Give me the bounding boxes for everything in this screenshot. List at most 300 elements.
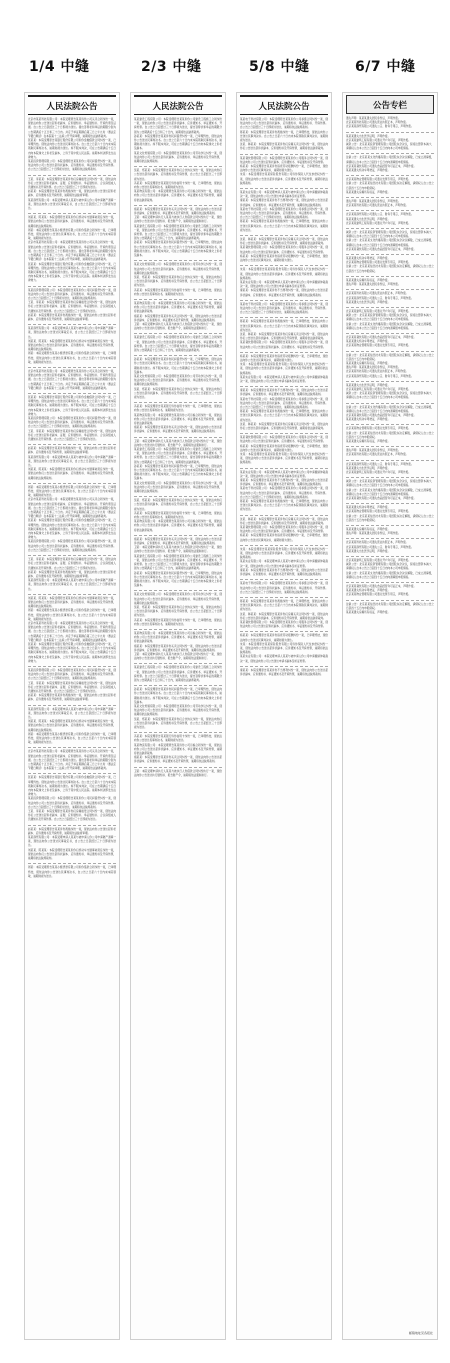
notice-paragraph: 蒋某某：本院受理原告某某诉你离婚纠纷一案，已审理终结，现依法向你公告送达民事判决书。自公告之日起六十日内来本院领取民事判决书，逾期则视为送达。 (240, 500, 328, 512)
notice-paragraph: 某某投资管理有限公司：本院受理原告某某诉你公司民间借贷纠纷一案，现依法向你公司公告送达起诉状副本、应诉通知书、举证通知书及开庭传票。自公告之日起经过三十日即视为送达，逾期将依法缺席裁判。 (28, 668, 116, 681)
divider (346, 556, 434, 557)
notice-paragraph: 某某某遗失机动车驾驶证，声明作废。 (346, 506, 391, 510)
notice-paragraph: 王某、李某某：本院受理原告某某诉你们房屋租赁合同纠纷一案，现依法向你们公告送达起诉状副本、证据、应诉通知书、举证通知书、合议庭组成人员通知书及开庭传票。自公告之日起经过三十日即视为送达。 (28, 810, 116, 822)
notice-body (237, 118, 331, 677)
notice-paragraph: 杨某某：本院受理原告某某诉你追索劳动报酬纠纷一案，已审理终结，现依法向你公告送达民事判决书，逾期则视为送达。 (240, 354, 328, 362)
notice-paragraph: 某某实业有限公司：本院受理申请人某某与被申请人你公司申请撤销仲裁裁决一案，现依法向你公司公告送达申请书副本及听证传票。 (240, 280, 328, 289)
notice-paragraph: 孙某某：本院受理原告某某诉你民间借贷纠纷一案，已审理终结，现依法向你公告送达民事判决书。自公告之日起六十日内来本院领取民事判决书，逾期则视为送达。如不服本判决，可在公告期满后十五日内向本院递交上诉状及副本。 (134, 464, 222, 481)
column-label-2-3: 2/3 中缝 (141, 59, 202, 75)
notice-paragraph: 某某文化传媒有限公司：本院受理原告某某诉你公司劳动争议纠纷一案，现依法向你公司公告送达起诉状副本、应诉通知书、举证通知书及开庭传票，逾期将依法缺席裁判。 (134, 263, 222, 275)
notice-paragraph: 某某餐饮管理有限公司：本院受理原告某某诉你公司服务合同纠纷一案，现依法向你公司公告送达起诉状副本、应诉通知书、举证通知书及开庭传票。 (240, 246, 328, 254)
notice-paragraph: 卫某：本院受理申请执行人某某与被执行人你借款合同纠纷执行一案，现依法向你公告送达执行通知书、报告财产令，逾期将依法强制执行。 (134, 546, 222, 554)
notice-paragraph: 某某某遗失机动车驾驶证，声明作废。 (346, 169, 391, 173)
notice-paragraph: 注销公告：北京某某信息技术有限公司经股东决定解散，请债权人自公告之日起四十五日内申报债权。 (346, 182, 434, 190)
notice-paragraph: 某某物流有限公司：本院受理原告某某诉你公司运输合同纠纷一案，现依法向你公司公告送达起诉状副本、应诉通知书、举证通知书及开庭传票，逾期将依法缺席裁判。 (134, 743, 222, 756)
notice-paragraph: 卫某：本院受理申请执行人某某与被执行人你借款合同纠纷执行一案，现依法向你公告送达执行通知书、报告财产令，逾期将依法强制执行。 (134, 322, 222, 331)
notice-paragraph: 注销公告：北京某某文化传播有限公司经股东会决议解散，已成立清算组，请债权人自本公告之日起四十五日内向清算组申报债权。 (346, 571, 434, 579)
notice-paragraph: 吴某、郑某某：本院受理原告某某诉你们合伙协议纠纷一案，现依法向你们公告送达起诉状副本、应诉通知书及开庭传票，自公告之日起经过三十日即视为送达。 (134, 169, 222, 181)
column-label-6-7: 6/7 中缝 (355, 59, 416, 75)
strip-title: 人民法院公告 (28, 95, 116, 115)
notice-paragraph: 北京某某科技有限公司遗失营业执照正本，声明作废。 (346, 453, 409, 457)
notice-paragraph: 冯某某：本院受理原告某某银行诉你信用卡纠纷一案，已审理终结，现依法向你公告送达民事判决书，逾期则视为送达。 (134, 735, 222, 743)
divider (134, 732, 222, 733)
notice-paragraph: 北京某某物业管理有限公司遗失发票专用章，声明作废。 (346, 178, 411, 182)
notice-paragraph: 某某某遗失机动车驾驶证，声明作废。 (346, 257, 391, 261)
divider (134, 663, 222, 664)
notice-paragraph: 吴某、郑某某：本院受理原告某某诉你们合伙协议纠纷一案，现依法向你们公告送达起诉状副本、应诉通知书及开庭传票，自公告之日起经过三十日即视为送达。 (134, 717, 222, 729)
notice-paragraph: 北京某某商贸有限公司遗失公章、财务专用章，声明作废。 (346, 125, 414, 129)
notice-paragraph: 朱某：本院受理原告某某保险股份有限公司诉你保险人代位求偿权纠纷一案，现依法向你公告送达起诉状副本、应诉通知书及开庭传票，逾期将依法缺席裁判。 (240, 642, 328, 655)
notice-paragraph: 某某实业有限公司：本院受理申请人某某与被申请人你公司申请撤销仲裁裁决一案，现依法向你公司公告送达申请书副本及听证传票。 (240, 560, 328, 568)
column-label-5-8: 5/8 中缝 (249, 59, 310, 75)
divider (346, 600, 434, 601)
notice-paragraph: 赵某某：本院受理原告某某诉你离婚纠纷一案，现依法向你公告送达起诉状副本、应诉通知书及开庭传票，逾期将依法缺席审理。 (28, 190, 116, 198)
notice-paragraph: 北京某某餐饮有限公司遗失食品经营许可证正本，声明作废。 (346, 335, 417, 339)
notice-paragraph: 减资公告：北京某某投资管理有限公司经股东会决议，拟将注册资本减少，请债权人自本公告之日起四十五日内向本公司申报债权。 (346, 143, 434, 151)
notice-paragraph: 周某：本院受理原告某某小额贷款有限公司诉你借款合同纠纷一案，已审理终结，现依法向你公告送达民事判决书，自公告之日起六十日内来本院领取，逾期则视为送达。 (28, 732, 116, 745)
notice-paragraph: 减资公告：北京某某投资管理有限公司经股东会决议，拟将注册资本减少，请债权人自本公告之日起四十五日内向本公司申报债权。 (346, 314, 434, 322)
notice-paragraph: 周某：本院受理原告某某小额贷款有限公司诉你借款合同纠纷一案，已审理终结，现依法向你公告送达民事判决书，自公告之日起六十日内来本院领取，逾期则视为送达。 (28, 485, 116, 498)
divider (346, 307, 434, 308)
notice-paragraph: 王某、李某某：本院受理原告某某诉你们房屋租赁合同纠纷一案，现依法向你们公告送达起诉状副本、证据、应诉通知书、举证通知书、合议庭组成人员通知书及开庭传票。自公告之日起经过三十日即视为送达。 (28, 429, 116, 442)
divider (134, 299, 222, 300)
notice-paragraph: 某某某遗失房屋所有权证，声明作废。 (346, 361, 391, 365)
notice-paragraph: 沈某、韩某某：本院受理原告某某诉你们房屋买卖合同纠纷一案，现依法向你们公告送达起诉状副本、应诉通知书及开庭传票，逾期将依法缺席裁判。 (240, 517, 328, 525)
notice-paragraph: 遗失声明：某某某遗失居民身份证，声明作废。 (346, 532, 401, 536)
notice-paragraph: 北京某某物业管理有限公司遗失发票专用章，声明作废。 (346, 261, 411, 265)
notice-paragraph: 某某商贸有限公司：本院受理申请人某某与被申请人你公司申请破产清算一案，现依法向你公告送达民事裁定书，自公告之日起经过三十日即视为送达。 (28, 327, 116, 339)
notice-paragraph: 沈某、韩某某：本院受理原告某某诉你们房屋买卖合同纠纷一案，现依法向你们公告送达起诉状副本、应诉通知书及开庭传票，逾期将依法缺席裁判。 (240, 238, 328, 246)
divider (346, 477, 434, 478)
notice-paragraph: 某某投资管理有限公司：本院受理原告某某诉你公司民间借贷纠纷一案，现依法向你公司公告送达起诉状副本、应诉通知书、举证通知书及开庭传票。自公告之日起经过三十日即视为送达，逾期将依法缺席裁判。 (28, 160, 116, 172)
notice-paragraph: 注销公告：北京某某文化传播有限公司经股东会决议解散，已成立清算组，请债权人自本公告之日起四十五日内向清算组申报债权。 (346, 156, 434, 164)
divider (28, 393, 116, 394)
notice-paragraph: 冯某某：本院受理原告某某银行诉你信用卡纠纷一案，已审理终结，现依法向你公告送达民事判决书，逾期则视为送达。 (134, 288, 222, 296)
notice-paragraph: 王某、李某某：本院受理原告某某诉你们房屋租赁合同纠纷一案，现依法向你们公告送达起诉状副本、证据、应诉通知书、举证通知书、合议庭组成人员通知书及开庭传票。自公告之日起经过三十日即视为送达。 (28, 177, 116, 190)
divider (28, 705, 116, 706)
divider (28, 773, 116, 774)
notice-paragraph: 冯某某：本院受理原告某某银行诉你信用卡纠纷一案，已审理终结，现依法向你公告送达民事判决书，逾期则视为送达。 (134, 405, 222, 413)
notice-paragraph: 遗失声明：某某某遗失居民身份证，声明作废。 (346, 200, 401, 204)
notice-paragraph: 朱某：本院受理原告某某保险股份有限公司诉你保险人代位求偿权纠纷一案，现依法向你公告送达起诉状副本、应诉通知书及开庭传票，逾期将依法缺席裁判。 (240, 173, 328, 185)
notice-body (343, 117, 437, 615)
notice-paragraph: 某某物流有限公司：本院受理原告某某诉你公司运输合同纠纷一案，现依法向你公司公告送达起诉状副本、应诉通知书、举证通知书及开庭传票，逾期将依法缺席裁判。 (134, 413, 222, 425)
divider (240, 265, 328, 266)
notice-paragraph: 吴某、郑某某：本院受理原告某某诉你们合伙协议纠纷一案，现依法向你们公告送达起诉状副本、应诉通知书及开庭传票，自公告之日起经过三十日即视为送达。 (134, 275, 222, 288)
notice-paragraph: 某某电子科技有限公司：本院受理原告某某诉你公司承揽合同纠纷一案，现依法向你公司公告送达起诉状副本、应诉通知书、举证通知书、开庭传票。自公告之日起经过三十日即视为送达，逾期将依法缺席裁判。 (240, 118, 328, 130)
notice-paragraph: 褚某某：本院受理原告某某诉你买卖合同纠纷一案，现依法向你公告送达起诉状副本、应诉通知书、举证通知书及开庭传票，逾期将依法缺席裁判。 (134, 314, 222, 322)
divider (346, 582, 434, 583)
notice-paragraph: 某某文化传媒有限公司：本院受理原告某某诉你公司劳动争议纠纷一案，现依法向你公司公告送达起诉状副本、应诉通知书、举证通知书及开庭传票，逾期将依法缺席裁判。 (134, 481, 222, 494)
notice-paragraph: 某某实业有限公司：本院受理申请人某某与被申请人你公司申请撤销仲裁裁决一案，现依法向你公司公告送达申请书副本及听证传票。 (240, 470, 328, 478)
notice-paragraph: 冯某某：本院受理原告某某银行诉你信用卡纠纷一案，已审理终结，现依法向你公告送达民事判决书，逾期则视为送达。 (134, 511, 222, 520)
notice-paragraph: 北京某某科技有限公司遗失营业执照正本，声明作废。 (346, 292, 409, 296)
divider (240, 154, 328, 155)
notice-paragraph: 褚某某：本院受理原告某某诉你买卖合同纠纷一案，现依法向你公告送达起诉状副本、应诉通知书、举证通知书及开庭传票，逾期将依法缺席裁判。 (134, 207, 222, 216)
divider (240, 515, 328, 516)
notice-paragraph: 北京某某科技有限公司遗失营业执照正本，声明作废。 (346, 541, 409, 545)
notice-paragraph: 某某投资管理有限公司：本院受理原告某某诉你公司民间借贷纠纷一案，现依法向你公司公告送达起诉状副本、应诉通知书、举证通知书及开庭传票。自公告之日起经过三十日即视为送达，逾期将依法缺席裁判。 (28, 288, 116, 300)
notice-paragraph: 某某电子科技有限公司：本院受理原告某某诉你公司承揽合同纠纷一案，现依法向你公司公告送达起诉状副本、应诉通知书、举证通知书、开庭传票。自公告之日起经过三十日即视为送达，逾期将依法缺席裁判。 (240, 487, 328, 499)
notice-paragraph: 秦某某：本院受理原告某某诉你不当得利纠纷一案，现依法向你公告送达起诉状副本、应诉通知书、举证通知书及开庭传票，逾期将依法缺席裁判。 (240, 568, 328, 577)
divider (346, 254, 434, 255)
divider (240, 235, 328, 236)
notice-paragraph: 张某某：本院受理原告某银行股份有限公司诉你金融借款合同纠纷一案，已审理终结。现依法向你公告送达民事判决书。自公告之日起六十日内来本院领取民事判决书，逾期则视为送达。如不服本判决，可在公告期满后十五日内向本院递交上诉状及副本，上诉于某中级人民法院。逾期本判决即发生法律效力。 (28, 642, 116, 663)
divider (240, 386, 328, 387)
notice-paragraph: 刘某某、陈某某：本院受理原告某某诉你们机动车交通事故责任纠纷一案，现依法向你们公告送达起诉状副本、应诉通知书、举证通知书及开庭传票，逾期将依法缺席裁判。 (28, 720, 116, 732)
notice-paragraph: 杨某某：本院受理原告某某诉你追索劳动报酬纠纷一案，已审理终结，现依法向你公告送达民事判决书，逾期则视为送达。 (240, 165, 328, 173)
notice-paragraph: 刘某某、陈某某：本院受理原告某某诉你们机动车交通事故责任纠纷一案，现依法向你们公告送达起诉状副本、应诉通知书、举证通知书及开庭传票，逾期将依法缺席裁判。 (28, 339, 116, 352)
divider (240, 579, 328, 580)
notice-paragraph: 刘某某、陈某某：本院受理原告某某诉你们机动车交通事故责任纠纷一案，现依法向你们公告送达起诉状副本、应诉通知书、举证通知书及开庭传票，逾期将依法缺席裁判。 (28, 596, 116, 609)
notice-paragraph: 某某某遗失机动车驾驶证，声明作废。 (346, 418, 391, 422)
notice-paragraph: 遗失声明：某某某遗失居民身份证，声明作废。 (346, 117, 401, 120)
divider (28, 444, 116, 445)
notice-paragraph: 北京某某餐饮有限公司遗失食品经营许可证正本，声明作废。 (346, 497, 417, 501)
notice-paragraph: 遗失声明：某某某遗失居民身份证，声明作废。 (346, 366, 401, 370)
notice-paragraph: 北京某某物业管理有限公司遗失发票专用章，声明作废。 (346, 427, 411, 431)
notice-paragraph: 北京某某餐饮有限公司遗失食品经营许可证正本，声明作废。 (346, 413, 417, 417)
divider (28, 747, 116, 748)
notice-paragraph: 北京某某建筑工程有限公司遗失开户许可证，声明作废。 (346, 309, 411, 313)
divider (240, 317, 328, 318)
notice-paragraph: 北京市某某科技有限公司：本院受理原告某某诉你公司买卖合同纠纷一案，现依法向你公告送达起诉状副本、应诉通知书、举证通知书、开庭传票及证据。自公告之日起经过三十日即视为送达。提出答辩状和举证的期限分别为公告期满后十五日和三十日内。并定于举证期满后第三日上午九时（遇法定节假日顺延）在本院第十二法庭公开开庭审理，逾期将依法缺席裁判。 (28, 750, 116, 771)
divider (134, 205, 222, 206)
divider (28, 175, 116, 176)
notice-paragraph: 朱某：本院受理原告某某保险股份有限公司诉你保险人代位求偿权纠纷一案，现依法向你公告送达起诉状副本、应诉通知书及开庭传票，逾期将依法缺席裁判。 (240, 268, 328, 280)
notice-paragraph: 蒋某某：本院受理原告某某诉你离婚纠纷一案，已审理终结，现依法向你公告送达民事判决书。自公告之日起六十日内来本院领取民事判决书，逾期则视为送达。 (240, 320, 328, 332)
notice-paragraph: 周某：本院受理原告某某小额贷款有限公司诉你借款合同纠纷一案，已审理终结，现依法向你公告送达民事判决书，自公告之日起六十日内来本院领取，逾期则视为送达。 (28, 352, 116, 364)
notice-paragraph: 北京某某科技有限公司遗失营业执照正本，声明作废。 (346, 121, 409, 125)
notice-paragraph: 某某实业有限公司：本院受理申请人某某与被申请人你公司申请撤销仲裁裁决一案，现依法向你公司公告送达申请书副本及听证传票。 (240, 375, 328, 383)
divider (346, 525, 434, 526)
notice-paragraph: 冯某某：本院受理原告某某银行诉你信用卡纠纷一案，已审理终结，现依法向你公告送达民事判决书，逾期则视为送达。 (134, 181, 222, 190)
divider (134, 166, 222, 167)
notice-paragraph: 杨某某：本院受理原告某某诉你追索劳动报酬纠纷一案，已审理终结，现依法向你公告送达民事判决书，逾期则视为送达。 (240, 534, 328, 542)
notice-paragraph: 某某电子科技有限公司：本院受理原告某某诉你公司承揽合同纠纷一案，现依法向你公司公告送达起诉状副本、应诉通知书、举证通知书、开庭传票。自公告之日起经过三十日即视为送达，逾期将依法缺席裁判。 (240, 397, 328, 409)
divider (28, 213, 116, 214)
divider (134, 535, 222, 536)
notice-paragraph: 北京某某商贸有限公司遗失公章、财务专用章，声明作废。 (346, 296, 414, 300)
notice-paragraph: 某某某遗失出生医学证明，声明作废。 (346, 217, 391, 221)
notice-paragraph: 某某某遗失房屋所有权证，声明作废。 (346, 611, 391, 615)
divider (346, 210, 434, 211)
notice-paragraph: 孙某某：本院受理原告某某诉你民间借贷纠纷一案，已审理终结，现依法向你公告送达民事判决书。自公告之日起六十日内来本院领取民事判决书，逾期则视为送达。如不服本判决，可在公告期满后十五日内向本院递交上诉状及副本。 (134, 241, 222, 258)
notice-paragraph: 赵某某：本院受理原告某某诉你离婚纠纷一案，现依法向你公告送达起诉状副本、应诉通知书及开庭传票，逾期将依法缺席审理。 (28, 694, 116, 702)
notice-paragraph: 蒋某某：本院受理原告某某诉你离婚纠纷一案，已审理终结，现依法向你公告送达民事判决书。自公告之日起六十日内来本院领取民事判决书，逾期则视为送达。 (240, 220, 328, 232)
notice-paragraph: 秦某某：本院受理原告某某诉你不当得利纠纷一案，现依法向你公告送达起诉状副本、应诉通知书、举证通知书及开庭传票，逾期将依法缺席裁判。 (240, 389, 328, 397)
divider (346, 503, 434, 504)
notice-paragraph: 北京某某物业管理有限公司遗失发票专用章，声明作废。 (346, 344, 411, 348)
notice-paragraph: 某某物流有限公司：本院受理原告某某诉你公司运输合同纠纷一案，现依法向你公司公告送达起诉状副本、应诉通知书、举证通知书及开庭传票，逾期将依法缺席裁判。 (134, 190, 222, 202)
notice-paragraph: 某某商贸有限公司：本院受理申请人某某与被申请人你公司申请破产清算一案，现依法向你公告送达民事裁定书，自公告之日起经过三十日即视为送达。 (28, 455, 116, 468)
divider (28, 666, 116, 667)
notice-paragraph: 北京市某某科技有限公司：本院受理原告某某诉你公司买卖合同纠纷一案，现依法向你公告送达起诉状副本、应诉通知书、举证通知书、开庭传票及证据。自公告之日起经过三十日即视为送达。提出答辩状和举证的期限分别为公告期满后十五日和三十日内。并定于举证期满后第三日上午九时（遇法定节假日顺延）在本院第十二法庭公开开庭审理，逾期将依法缺席裁判。 (28, 621, 116, 642)
notice-paragraph: 某某餐饮管理有限公司：本院受理原告某某诉你公司服务合同纠纷一案，现依法向你公司公告送达起诉状副本、应诉通知书、举证通知书及开庭传票。 (240, 436, 328, 444)
notice-paragraph: 某某某遗失房屋所有权证，声明作废。 (346, 528, 391, 532)
notice-paragraph: 某某建设工程有限公司：本院受理原告某某诉你公司建设工程施工合同纠纷一案，现依法向你公司公告送达起诉状副本、应诉通知书、举证通知书、开庭传票。自公告之日起经过三十日即视为送达，提出答辩状和举证的期限分别为公告期满后十五日和三十日内，逾期将依法缺席裁判。 (134, 666, 222, 682)
notice-paragraph: 张某某：本院受理原告某银行股份有限公司诉你金融借款合同纠纷一案，已审理终结。现依法向你公告送达民事判决书。自公告之日起六十日内来本院领取民事判决书，逾期则视为送达。如不服本判决，可在公告期满后十五日内向本院递交上诉状及副本，上诉于某中级人民法院。逾期本判决即发生法律效力。 (28, 262, 116, 283)
notice-paragraph: 张某某：本院受理原告某银行股份有限公司诉你金融借款合同纠纷一案，已审理终结。现依法向你公告送达民事判决书。自公告之日起六十日内来本院领取民事判决书，逾期则视为送达。如不服本判决，可在公告期满后十五日内向本院递交上诉状及副本，上诉于某中级人民法院。逾期本判决即发生法律效力。 (28, 395, 116, 416)
divider (240, 666, 328, 667)
notice-paragraph: 某某文化传媒有限公司：本院受理原告某某诉你公司劳动争议纠纷一案，现依法向你公司公告送达起诉状副本、应诉通知书、举证通知书及开庭传票，逾期将依法缺席裁判。 (134, 704, 222, 717)
notice-paragraph: 吴某、郑某某：本院受理原告某某诉你们合伙协议纠纷一案，现依法向你们公告送达起诉状副本、应诉通知书及开庭传票，自公告之日起经过三十日即视为送达。 (134, 387, 222, 399)
divider (28, 555, 116, 556)
notice-paragraph: 刘某某、陈某某：本院受理原告某某诉你们机动车交通事故责任纠纷一案，现依法向你们公告送达起诉状副本、应诉通知书、举证通知书及开庭传票，逾期将依法缺席裁判。 (28, 216, 116, 228)
notice-paragraph: 北京某某餐饮有限公司遗失食品经营许可证正本，声明作废。 (346, 164, 417, 168)
notice-paragraph: 某某建设工程有限公司：本院受理原告某某诉你公司建设工程施工合同纠纷一案，现依法向你公司公告送达起诉状副本、应诉通知书、举证通知书、开庭传票。自公告之日起经过三十日即视为送达，提出答辩状和举证的期限分别为公告期满后十五日和三十日内，逾期将依法缺席裁判。 (134, 118, 222, 134)
divider (240, 300, 328, 301)
divider (240, 352, 328, 353)
notice-paragraph: 注销公告：北京某某信息技术有限公司经股东决定解散，请债权人自公告之日起四十五日内申报债权。 (346, 431, 434, 439)
notice-paragraph: 北京市某某科技有限公司：本院受理原告某某诉你公司买卖合同纠纷一案，现依法向你公告送达起诉状副本、应诉通知书、举证通知书、开庭传票及证据。自公告之日起经过三十日即视为送达。提出答辩状和举证的期限分别为公告期满后十五日和三十日内。并定于举证期满后第三日上午九时（遇法定节假日顺延）在本院第十二法庭公开开庭审理，逾期将依法缺席裁判。 (28, 118, 116, 138)
notice-paragraph: 某某实业有限公司：本院受理申请人某某与被申请人你公司申请撤销仲裁裁决一案，现依法向你公司公告送达申请书副本及听证传票。 (240, 655, 328, 663)
notice-paragraph: 蒋某某：本院受理原告某某诉你离婚纠纷一案，已审理终结，现依法向你公告送达民事判决书。自公告之日起六十日内来本院领取民事判决书，逾期则视为送达。 (240, 130, 328, 143)
notice-paragraph: 某某投资管理有限公司：本院受理原告某某诉你公司民间借贷纠纷一案，现依法向你公司公告送达起诉状副本、应诉通知书、举证通知书及开庭传票。自公告之日起经过三十日即视为送达，逾期将依法缺席裁判。 (28, 417, 116, 429)
notice-paragraph: 周某：本院受理原告某某小额贷款有限公司诉你借款合同纠纷一案，已审理终结，现依法向你公告送达民事判决书，自公告之日起六十日内来本院领取，逾期则视为送达。 (28, 228, 116, 241)
strip-title: 人民法院公告 (134, 95, 222, 115)
notice-paragraph: 刘某某、陈某某：本院受理原告某某诉你们机动车交通事故责任纠纷一案，现依法向你们公告送达起诉状副本、应诉通知书、举证通知书及开庭传票，逾期将依法缺席裁判。 (28, 848, 116, 861)
divider (28, 367, 116, 368)
notice-paragraph: 北京某某科技有限公司遗失营业执照正本，声明作废。 (346, 204, 409, 208)
notice-paragraph: 注销公告：北京某某文化传播有限公司经股东会决议解散，已成立清算组，请债权人自本公告之日起四十五日内向清算组申报债权。 (346, 239, 434, 247)
notice-paragraph: 周某：本院受理原告某某小额贷款有限公司诉你借款合同纠纷一案，已审理终结，现依法向你公告送达民事判决书，自公告之日起六十日内来本院领取，逾期则视为送达。 (28, 609, 116, 621)
notice-paragraph: 张某某：本院受理原告某银行股份有限公司诉你金融借款合同纠纷一案，已审理终结。现依法向你公告送达民事判决书。自公告之日起六十日内来本院领取民事判决书，逾期则视为送达。如不服本判决，可在公告期满后十五日内向本院递交上诉状及副本，上诉于某中级人民法院。逾期本判决即发生法律效力。 (28, 776, 116, 797)
notice-paragraph: 某某建设工程有限公司：本院受理原告某某诉你公司建设工程施工合同纠纷一案，现依法向你公司公告送达起诉状副本、应诉通知书、举证通知书、开庭传票。自公告之日起经过三十日即视为送达，提出答辩状和举证的期限分别为公告期满后十五日和三十日内，逾期将依法缺席裁判。 (134, 448, 222, 464)
divider (346, 228, 434, 229)
divider (134, 685, 222, 686)
notice-paragraph: 朱某：本院受理原告某某保险股份有限公司诉你保险人代位求偿权纠纷一案，现依法向你公告送达起诉状副本、应诉通知书及开庭传票，逾期将依法缺席裁判。 (240, 453, 328, 465)
notice-paragraph: 某某商贸有限公司：本院受理申请人某某与被申请人你公司申请破产清算一案，现依法向你公告送达民事裁定书，自公告之日起经过三十日即视为送达。 (28, 579, 116, 591)
notice-paragraph: 褚某某：本院受理原告某某诉你买卖合同纠纷一案，现依法向你公告送达起诉状副本、应诉通知书、举证通知书及开庭传票，逾期将依法缺席裁判。 (134, 756, 222, 764)
notice-paragraph: 孙某某：本院受理原告某某诉你民间借贷纠纷一案，已审理终结，现依法向你公告送达民事判决书。自公告之日起六十日内来本院领取民事判决书，逾期则视为送达。如不服本判决，可在公告期满后十五日内向本院递交上诉状及副本。 (134, 688, 222, 704)
divider (28, 863, 116, 864)
notice-paragraph: 吴某、郑某某：本院受理原告某某诉你们合伙协议纠纷一案，现依法向你们公告送达起诉状副本、应诉通知书及开庭传票，自公告之日起经过三十日即视为送达。 (134, 605, 222, 618)
divider (28, 594, 116, 595)
notice-body (131, 118, 225, 778)
column-label-1-4: 1/4 中缝 (29, 59, 90, 75)
notice-paragraph: 卫某：本院受理申请执行人某某与被执行人你借款合同纠纷执行一案，现依法向你公告送达执行通知书、报告财产令，逾期将依法强制执行。 (134, 769, 222, 777)
divider (134, 355, 222, 356)
notice-paragraph: 北京某某物业管理有限公司遗失发票专用章，声明作废。 (346, 510, 411, 514)
notice-paragraph: 某某餐饮管理有限公司：本院受理原告某某诉你公司服务合同纠纷一案，现依法向你公司公告送达起诉状副本、应诉通知书、举证通知书及开庭传票。 (240, 526, 328, 534)
notice-paragraph: 某某商贸有限公司：本院受理申请人某某与被申请人你公司申请破产清算一案，现依法向你公告送达民事裁定书，自公告之日起经过三十日即视为送达。 (28, 198, 116, 211)
divider (134, 629, 222, 630)
divider (28, 286, 116, 287)
notice-paragraph: 秦某某：本院受理原告某某诉你不当得利纠纷一案，现依法向你公告送达起诉状副本、应诉通知书、举证通知书及开庭传票，逾期将依法缺席裁判。 (240, 668, 328, 676)
notice-paragraph: 某某某遗失房屋所有权证，声明作废。 (346, 190, 391, 194)
divider (346, 333, 434, 334)
notice-paragraph: 某某文化传媒有限公司：本院受理原告某某诉你公司劳动争议纠纷一案，现依法向你公司公告送达起诉状副本、应诉通知书、举证通知书及开庭传票，逾期将依法缺席裁判。 (134, 593, 222, 605)
divider (346, 132, 434, 133)
notice-paragraph: 赵某某：本院受理原告某某诉你离婚纠纷一案，现依法向你公告送达起诉状副本、应诉通知书及开庭传票，逾期将依法缺席审理。 (28, 827, 116, 835)
notice-paragraph: 北京某某科技有限公司遗失营业执照正本，声明作废。 (346, 370, 409, 374)
strip-title: 公告专栏 (346, 95, 434, 114)
notice-paragraph: 某某某遗失房屋所有权证，声明作废。 (346, 439, 391, 443)
divider (346, 153, 434, 154)
gutter-strip-2-3 (130, 92, 226, 1340)
divider (346, 446, 434, 447)
notice-paragraph: 北京某某建筑工程有限公司遗失开户许可证，声明作废。 (346, 559, 411, 563)
notice-paragraph: 赵某某：本院受理原告某某诉你离婚纠纷一案，现依法向你公告送达起诉状副本、应诉通知书及开庭传票，逾期将依法缺席审理。 (28, 570, 116, 578)
notice-paragraph: 某某某遗失出生医学证明，声明作废。 (346, 300, 391, 304)
notice-paragraph: 孙某某：本院受理原告某某诉你民间借贷纠纷一案，已审理终结，现依法向你公告送达民事判决书。自公告之日起六十日内来本院领取民事判决书，逾期则视为送达。如不服本判决，可在公告期满后十五日内向本院递交上诉状及副本。 (134, 358, 222, 374)
notice-paragraph: 北京某某建筑工程有限公司遗失开户许可证，声明作废。 (346, 471, 411, 474)
notice-paragraph: 遗失声明：某某某遗失居民身份证，声明作废。 (346, 283, 401, 287)
strip-title: 人民法院公告 (240, 95, 328, 115)
notice-paragraph: 沈某、韩某某：本院受理原告某某诉你们房屋买卖合同纠纷一案，现依法向你们公告送达起诉状副本、应诉通知书及开庭传票，逾期将依法缺席裁判。 (240, 612, 328, 620)
notice-paragraph: 褚某某：本院受理原告某某诉你买卖合同纠纷一案，现依法向你公告送达起诉状副本、应诉通知书、举证通知书及开庭传票，逾期将依法缺席裁判。 (134, 426, 222, 434)
gutter-strip-1-4 (24, 92, 120, 1340)
notice-paragraph: 北京某某建筑工程有限公司遗失开户许可证，声明作废。 (346, 221, 411, 225)
notice-paragraph: 某某建设工程有限公司：本院受理原告某某诉你公司建设工程施工合同纠纷一案，现依法向你公司公告送达起诉状副本、应诉通知书、举证通知书、开庭传票。自公告之日起经过三十日即视为送达，提出答辩状和举证的期限分别为公告期满后十五日和三十日内，逾期将依法缺席裁判。 (134, 224, 222, 241)
gutter-strip-5-8 (236, 92, 332, 1340)
notice-paragraph: 某某物流有限公司：本院受理原告某某诉你公司运输合同纠纷一案，现依法向你公司公告送达起诉状副本、应诉通知书、举证通知书及开庭传票，逾期将依法缺席裁判。 (134, 520, 222, 532)
notice-paragraph: 遗失声明：某某某遗失居民身份证，声明作废。 (346, 449, 401, 453)
notice-paragraph: 减资公告：北京某某投资管理有限公司经股东会决议，拟将注册资本减少，请债权人自本公告之日起四十五日内向本公司申报债权。 (346, 392, 434, 400)
notice-paragraph: 蒋某某：本院受理原告某某诉你离婚纠纷一案，已审理终结，现依法向你公告送达民事判决书。自公告之日起六十日内来本院领取民事判决书，逾期则视为送达。 (240, 410, 328, 422)
notice-paragraph: 沈某、韩某某：本院受理原告某某诉你们房屋买卖合同纠纷一案，现依法向你们公告送达起诉状副本、应诉通知书及开庭传票，逾期将依法缺席裁判。 (240, 422, 328, 430)
divider (346, 538, 434, 539)
notice-paragraph: 某某建设工程有限公司：本院受理原告某某诉你公司建设工程施工合同纠纷一案，现依法向你公司公告送达起诉状副本、应诉通知书、举证通知书、开庭传票。自公告之日起经过三十日即视为送达，提出答辩状和举证的期限分别为公告期满后十五日和三十日内，逾期将依法缺席裁判。 (134, 554, 222, 571)
notice-paragraph: 某某某遗失机动车驾驶证，声明作废。 (346, 589, 391, 593)
notice-paragraph: 秦某某：本院受理原告某某诉你不当得利纠纷一案，现依法向你公告送达起诉状副本、应诉通知书、举证通知书及开庭传票，逾期将依法缺席裁判。 (240, 199, 328, 207)
divider (134, 333, 222, 334)
notice-paragraph: 北京某某商贸有限公司遗失公章、财务专用章，声明作废。 (346, 545, 414, 549)
notice-paragraph: 卫某：本院受理申请执行人某某与被执行人你借款合同纠纷执行一案，现依法向你公告送达执行通知书、报告财产令，逾期将依法强制执行。 (134, 652, 222, 661)
notice-paragraph: 北京某某餐饮有限公司遗失食品经营许可证正本，声明作废。 (346, 585, 417, 589)
notice-paragraph: 张某某：本院受理原告某银行股份有限公司诉你金融借款合同纠纷一案，已审理终结。现依法向你公告送达民事判决书。自公告之日起六十日内来本院领取民事判决书，逾期则视为送达。如不服本判决，可在公告期满后十五日内向本院递交上诉状及副本，上诉于某中级人民法院。逾期本判决即发生法律效力。 (28, 139, 116, 159)
divider (134, 767, 222, 768)
notice-paragraph: 某某文化传媒有限公司：本院受理原告某某诉你公司劳动争议纠纷一案，现依法向你公司公告送达起诉状副本、应诉通知书、举证通知书及开庭传票，逾期将依法缺席裁判。 (134, 374, 222, 387)
notice-paragraph: 秦某某：本院受理原告某某诉你不当得利纠纷一案，现依法向你公告送达起诉状副本、应诉通知书、举证通知书及开庭传票，逾期将依法缺席裁判。 (240, 479, 328, 487)
notice-paragraph: 某某电子科技有限公司：本院受理原告某某诉你公司承揽合同纠纷一案，现依法向你公司公告送达起诉状副本、应诉通知书、举证通知书、开庭传票。自公告之日起经过三十日即视为送达，逾期将依法缺席裁判。 (240, 302, 328, 315)
notice-paragraph: 周某：本院受理原告某某小额贷款有限公司诉你借款合同纠纷一案，已审理终结，现依法向你公告送达民事判决书，自公告之日起六十日内来本院领取，逾期则视为送达。 (28, 866, 116, 878)
notice-paragraph: 注销公告：北京某某文化传播有限公司经股东会决议解散，已成立清算组，请债权人自本公告之日起四十五日内向清算组申报债权。 (346, 488, 434, 496)
notice-paragraph: 杨某某：本院受理原告某某诉你追索劳动报酬纠纷一案，已审理终结，现依法向你公告送达民事判决书，逾期则视为送达。 (240, 444, 328, 452)
notice-paragraph: 注销公告：北京某某信息技术有限公司经股东决定解散，请债权人自公告之日起四十五日内申报债权。 (346, 353, 434, 361)
notice-paragraph: 某某商贸有限公司：本院受理申请人某某与被申请人你公司申请破产清算一案，现依法向你公告送达民事裁定书，自公告之日起经过三十日即视为送达。 (28, 707, 116, 719)
notice-paragraph: 朱某：本院受理原告某某保险股份有限公司诉你保险人代位求偿权纠纷一案，现依法向你公告送达起诉状副本、应诉通知书及开庭传票，逾期将依法缺席裁判。 (240, 547, 328, 560)
divider (28, 825, 116, 826)
divider (134, 437, 222, 438)
notice-paragraph: 某某某遗失出生医学证明，声明作废。 (346, 134, 391, 138)
divider (240, 597, 328, 598)
notice-body (25, 118, 119, 879)
notice-paragraph: 减资公告：北京某某投资管理有限公司经股东会决议，拟将注册资本减少，请债权人自本公告之日起四十五日内向本公司申报债权。 (346, 480, 434, 488)
notice-paragraph: 沈某、韩某某：本院受理原告某某诉你们房屋买卖合同纠纷一案，现依法向你们公告送达起诉状副本、应诉通知书及开庭传票，逾期将依法缺席裁判。 (240, 332, 328, 341)
divider (240, 545, 328, 546)
notice-paragraph: 刘某某、陈某某：本院受理原告某某诉你们机动车交通事故责任纠纷一案，现依法向你们公告送达起诉状副本、应诉通知书、举证通知书及开庭传票，逾期将依法缺席裁判。 (28, 468, 116, 480)
notice-paragraph: 冯某某：本院受理原告某某银行诉你信用卡纠纷一案，已审理终结，现依法向你公告送达民事判决书，逾期则视为送达。 (134, 618, 222, 626)
notice-paragraph: 北京市某某科技有限公司：本院受理原告某某诉你公司买卖合同纠纷一案，现依法向你公告送达起诉状副本、应诉通知书、举证通知书、开庭传票及证据。自公告之日起经过三十日即视为送达。提出答辩状和举证的期限分别为公告期满后十五日和三十日内。并定于举证期满后第三日上午九时（遇法定节假日顺延）在本院第十二法庭公开开庭审理，逾期将依法缺席裁判。 (28, 369, 116, 390)
notice-paragraph: 北京某某餐饮有限公司遗失食品经营许可证正本，声明作废。 (346, 247, 417, 251)
notice-paragraph: 减资公告：北京某某投资管理有限公司经股东会决议，拟将注册资本减少，请债权人自本公告之日起四十五日内向本公司申报债权。 (346, 563, 434, 571)
gutter-strip-6-7 (342, 92, 438, 1340)
notice-paragraph: 孙某某：本院受理原告某某诉你民间借贷纠纷一案，已审理终结，现依法向你公告送达民事判决书。自公告之日起六十日内来本院领取民事判决书，逾期则视为送达。如不服本判决，可在公告期满后十五日内向本院递交上诉状及副本。 (134, 134, 222, 151)
notice-paragraph: 赵某某：本院受理原告某某诉你离婚纠纷一案，现依法向你公告送达起诉状副本、应诉通知书及开庭传票，逾期将依法缺席审理。 (28, 313, 116, 321)
divider (134, 260, 222, 261)
notice-paragraph: 某某某遗失房屋所有权证，声明作废。 (346, 278, 391, 282)
divider (346, 197, 434, 198)
notice-paragraph: 杨某某：本院受理原告某某诉你追索劳动报酬纠纷一案，已审理终结，现依法向你公告送达民事判决书，逾期则视为送达。 (240, 634, 328, 642)
notice-paragraph: 某某餐饮管理有限公司：本院受理原告某某诉你公司服务合同纠纷一案，现依法向你公司公告送达起诉状副本、应诉通知书、举证通知书及开庭传票。 (240, 156, 328, 164)
notice-paragraph: 某某餐饮管理有限公司：本院受理原告某某诉你公司服务合同纠纷一案，现依法向你公司公告送达起诉状副本、应诉通知书、举证通知书及开庭传票。 (240, 620, 328, 629)
notice-paragraph: 北京某某建筑工程有限公司遗失开户许可证，声明作废。 (346, 387, 411, 391)
notice-paragraph: 北京某某建筑工程有限公司遗失开户许可证，声明作废。 (346, 138, 411, 142)
notice-paragraph: 注销公告：北京某某信息技术有限公司经股东决定解散，请债权人自公告之日起四十五日内申报债权。 (346, 602, 434, 610)
notice-paragraph: 某某某遗失出生医学证明，声明作废。 (346, 466, 391, 470)
notice-paragraph: 北京某某商贸有限公司遗失公章、财务专用章，声明作废。 (346, 213, 414, 217)
strip-footer: 邮箱地址见各报社 (408, 1331, 433, 1335)
notice-paragraph: 褚某某：本院受理原告某某诉你买卖合同纠纷一案，现依法向你公告送达起诉状副本、应诉通知书、举证通知书及开庭传票，逾期将依法缺席裁判。 (134, 644, 222, 652)
notice-paragraph: 某某商贸有限公司：本院受理申请人某某与被申请人你公司申请破产清算一案，现依法向你公告送达民事裁定书，自公告之日起经过三十日即视为送达。 (28, 836, 116, 848)
notice-paragraph: 吴某、郑某某：本院受理原告某某诉你们合伙协议纠纷一案，现依法向你们公告送达起诉状副本、应诉通知书及开庭传票，自公告之日起经过三十日即视为送达。 (134, 499, 222, 511)
notice-paragraph: 某某电子科技有限公司：本院受理原告某某诉你公司承揽合同纠纷一案，现依法向你公司公告送达起诉状副本、应诉通知书、举证通知书、开庭传票。自公告之日起经过三十日即视为送达，逾期将依法缺席裁判。 (240, 207, 328, 220)
notice-paragraph: 朱某：本院受理原告某某保险股份有限公司诉你保险人代位求偿权纠纷一案，现依法向你公告送达起诉状副本、应诉通知书及开庭传票，逾期将依法缺席裁判。 (240, 363, 328, 375)
notice-paragraph: 注销公告：北京某某信息技术有限公司经股东决定解散，请债权人自公告之日起四十五日内申报债权。 (346, 514, 434, 522)
notice-paragraph: 某某某遗失出生医学证明，声明作废。 (346, 383, 391, 387)
divider (240, 188, 328, 189)
notice-paragraph: 王某、李某某：本院受理原告某某诉你们房屋租赁合同纠纷一案，现依法向你们公告送达起诉状副本、证据、应诉通知书、举证通知书、合议庭组成人员通知书及开庭传票。自公告之日起经过三十日即视为送达。 (28, 681, 116, 693)
divider (240, 631, 328, 632)
divider (346, 289, 434, 290)
divider (28, 324, 116, 325)
divider (346, 403, 434, 404)
divider (134, 590, 222, 591)
notice-paragraph: 某某文化传媒有限公司：本院受理原告某某诉你公司劳动争议纠纷一案，现依法向你公司公告送达起诉状副本、应诉通知书、举证通知书及开庭传票，逾期将依法缺席裁判。 (134, 151, 222, 164)
notice-paragraph: 北京某某物业管理有限公司遗失发票专用章，声明作废。 (346, 593, 411, 597)
notice-paragraph: 卫某：本院受理申请执行人某某与被执行人你借款合同纠纷执行一案，现依法向你公告送达执行通知书、报告财产令，逾期将依法强制执行。 (134, 439, 222, 447)
notice-paragraph: 某某电子科技有限公司：本院受理原告某某诉你公司承揽合同纠纷一案，现依法向你公司公告送达起诉状副本、应诉通知书、举证通知书、开庭传票。自公告之日起经过三十日即视为送达，逾期将依法缺席裁判。 (240, 582, 328, 594)
notice-paragraph: 北京市某某科技有限公司：本院受理原告某某诉你公司买卖合同纠纷一案，现依法向你公告送达起诉状副本、应诉通知书、举证通知书、开庭传票及证据。自公告之日起经过三十日即视为送达。提出答辩状和举证的期限分别为公告期满后十五日和三十日内。并定于举证期满后第三日上午九时（遇法定节假日顺延）在本院第十二法庭公开开庭审理，逾期将依法缺席裁判。 (28, 241, 116, 262)
divider (346, 175, 434, 176)
divider (346, 460, 434, 461)
notice-paragraph: 赵某某：本院受理原告某某诉你离婚纠纷一案，现依法向你公告送达起诉状副本、应诉通知书及开庭传票，逾期将依法缺席审理。 (28, 447, 116, 455)
notice-paragraph: 某某建设工程有限公司：本院受理原告某某诉你公司建设工程施工合同纠纷一案，现依法向你公司公告送达起诉状副本、应诉通知书、举证通知书、开庭传票。自公告之日起经过三十日即视为送达，提出答辩状和举证的期限分别为公告期满后十五日和三十日内，逾期将依法缺席裁判。 (134, 336, 222, 352)
notice-paragraph: 北京某某商贸有限公司遗失公章、财务专用章，声明作废。 (346, 374, 414, 378)
notice-paragraph: 某某餐饮管理有限公司：本院受理原告某某诉你公司服务合同纠纷一案，现依法向你公司公告送达起诉状副本、应诉通知书、举证通知书及开庭传票。 (240, 341, 328, 349)
notice-paragraph: 注销公告：北京某某文化传播有限公司经股东会决议解散，已成立清算组，请债权人自本公告之日起四十五日内向清算组申报债权。 (346, 405, 434, 413)
notice-paragraph: 沈某、韩某某：本院受理原告某某诉你们房屋买卖合同纠纷一案，现依法向你们公告送达起诉状副本、应诉通知书及开庭传票，逾期将依法缺席裁判。 (240, 143, 328, 151)
notice-paragraph: 孙某某：本院受理原告某某诉你民间借贷纠纷一案，已审理终结，现依法向你公告送达民事判决书。自公告之日起六十日内来本院领取民事判决书，逾期则视为送达。如不服本判决，可在公告期满后十五日内向本院递交上诉状及副本。 (134, 571, 222, 588)
notice-paragraph: 王某、李某某：本院受理原告某某诉你们房屋租赁合同纠纷一案，现依法向你们公告送达起诉状副本、证据、应诉通知书、举证通知书、合议庭组成人员通知书及开庭传票。自公告之日起经过三十日即视为送达。 (28, 301, 116, 313)
notice-paragraph: 注销公告：北京某某信息技术有限公司经股东决定解散，请债权人自公告之日起四十五日内申报债权。 (346, 265, 434, 273)
divider (346, 351, 434, 352)
divider (28, 483, 116, 484)
divider (240, 468, 328, 469)
notice-paragraph: 某某投资管理有限公司：本院受理原告某某诉你公司民间借贷纠纷一案，现依法向你公司公告送达起诉状副本、应诉通知书、举证通知书及开庭传票。自公告之日起经过三十日即视为送达，逾期将依法缺席裁判。 (28, 540, 116, 552)
notice-paragraph: 王某、李某某：本院受理原告某某诉你们房屋租赁合同纠纷一案，现依法向你们公告送达起诉状副本、证据、应诉通知书、举证通知书、合议庭组成人员通知书及开庭传票。自公告之日起经过三十日即视为送达。 (28, 558, 116, 570)
notice-paragraph: 北京市某某科技有限公司：本院受理原告某某诉你公司买卖合同纠纷一案，现依法向你公告送达起诉状副本、应诉通知书、举证通知书、开庭传票及证据。自公告之日起经过三十日即视为送达。提出答辩状和举证的期限分别为公告期满后十五日和三十日内。并定于举证期满后第三日上午九时（遇法定节假日顺延）在本院第十二法庭公开开庭审理，逾期将依法缺席裁判。 (28, 498, 116, 519)
notice-paragraph: 某某物流有限公司：本院受理原告某某诉你公司运输合同纠纷一案，现依法向你公司公告送达起诉状副本、应诉通知书、举证通知书及开庭传票，逾期将依法缺席裁判。 (134, 631, 222, 644)
notice-paragraph: 卫某：本院受理申请执行人某某与被执行人你借款合同纠纷执行一案，现依法向你公告送达执行通知书、报告财产令，逾期将依法强制执行。 (134, 216, 222, 224)
notice-paragraph: 某某实业有限公司：本院受理申请人某某与被申请人你公司申请撤销仲裁裁决一案，现依法向你公司公告送达申请书副本及听证传票。 (240, 191, 328, 199)
divider (346, 424, 434, 425)
notice-paragraph: 张某某：本院受理原告某银行股份有限公司诉你金融借款合同纠纷一案，已审理终结。现依法向你公告送达民事判决书。自公告之日起六十日内来本院领取民事判决书，逾期则视为送达。如不服本判决，可在公告期满后十五日内向本院递交上诉状及副本，上诉于某中级人民法院。逾期本判决即发生法律效力。 (28, 519, 116, 540)
notice-paragraph: 秦某某：本院受理原告某某诉你不当得利纠纷一案，现依法向你公告送达起诉状副本、应诉通知书、举证通知书及开庭传票，逾期将依法缺席裁判。 (240, 289, 328, 297)
divider (346, 276, 434, 277)
notice-paragraph: 北京某某商贸有限公司遗失公章、财务专用章，声明作废。 (346, 462, 414, 466)
divider (134, 496, 222, 497)
divider (346, 381, 434, 382)
notice-paragraph: 某某物流有限公司：本院受理原告某某诉你公司运输合同纠纷一案，现依法向你公司公告送达起诉状副本、应诉通知书、举证通知书及开庭传票，逾期将依法缺席裁判。 (134, 301, 222, 314)
divider (240, 433, 328, 434)
notice-paragraph: 某某某遗失出生医学证明，声明作废。 (346, 549, 391, 553)
notice-paragraph: 蒋某某：本院受理原告某某诉你离婚纠纷一案，已审理终结，现依法向你公告送达民事判决书。自公告之日起六十日内来本院领取民事判决书，逾期则视为送达。 (240, 599, 328, 612)
notice-paragraph: 杨某某：本院受理原告某某诉你追索劳动报酬纠纷一案，已审理终结，现依法向你公告送达民事判决书，逾期则视为送达。 (240, 254, 328, 263)
divider (134, 402, 222, 403)
